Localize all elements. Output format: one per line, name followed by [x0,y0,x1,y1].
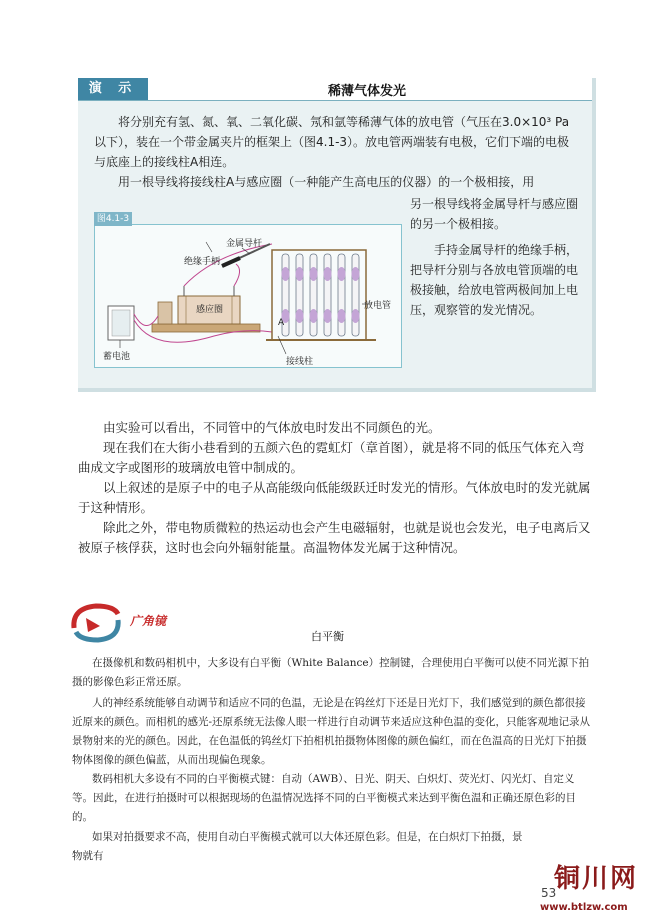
label-discharge-tube: 放电管 [364,301,392,311]
label-terminal: 接线柱 [286,357,314,367]
watermark-url: www.btlzw.com [540,902,628,913]
label-induction-coil: 感应圈 [196,305,224,315]
figure-label: 图4.1-3 [94,212,132,226]
body-paragraph-4: 除此之外，带电物质微粒的热运动也会产生电磁辐射，也就是说也会发光，电子电离后又被原子核俘获，这时也会向外辐射能量。高温物体发光属于这种情况。 [78,520,591,555]
demo-paragraph-1: 将分别充有氢、氮、氧、二氧化碳、氖和氩等稀薄气体的放电管（气压在3.0×10³ Pa以下），装在一个带金属夹片的框架上（图4.1-3）。放电管两端装有电极，它们下端的电极与底座上的接线柱A相连。 [94,115,570,169]
watermark-logo: 铜川网 [554,864,639,894]
wide-angle-logo-icon [66,598,130,646]
page-number: 53 [541,886,557,900]
demo-paragraph-4: 手持金属导杆的绝缘手柄，把导杆分别与各放电管顶端的电极接触，给放电管两极间加上电压，观察管的发光情况。 [410,243,579,317]
battery-icon [108,306,134,340]
body-paragraph-3: 以上叙述的是原子中的电子从高能级向低能级跃迁时发光的情形。气体放电时的发光就属于这种情形。 [78,480,591,515]
label-metal-rod: 金属导杆 [226,239,263,249]
wb-paragraph-2: 人的神经系统能够自动调节和适应不同的色温，无论是在钨丝灯下还是日光灯下，我们感觉到的颜色都很接近原来的颜色。而相机的感光-还原系统无法像人眼一样进行自动调节来适应这种色温的变化，只能客观地记录从景物射来的光的颜色。因此，在色温低的钨丝灯下拍相机拍摄物体图像的颜色偏红，而在色温高的日光灯下拍摄物体图像的颜色偏蓝，从而出现偏色现象。 [72,697,591,766]
wide-angle-heading: 广角镜 [130,614,167,628]
label-insulated-handle: 绝缘手柄 [184,257,221,267]
discharge-tubes [282,254,359,336]
demo-paragraph-2: 用一根导线将接线柱A与感应圈（一种能产生高电压的仪器）的一个极相接，用 [118,175,535,189]
wb-paragraph-3: 数码相机大多设有不同的白平衡模式键：自动（AWB）、日光、阴天、白炽灯、荧光灯、闪光灯、自定义等。因此，在进行拍摄时可以根据现场的色温情况选择不同的白平衡模式来达到平衡色温和正确还原色彩的目的。 [72,773,576,823]
demo-paragraph-3: 另一根导线将金属导杆与感应圈的另一个极相接。 [410,197,579,231]
demo-label: 演 示 [78,78,148,100]
demo-title: 稀薄气体发光 [328,84,407,99]
tube-bulbs [282,267,360,323]
wb-paragraph-4: 如果对拍摄要求不高，使用自动白平衡模式就可以大体还原色彩。但是，在白炽灯下拍摄，景物就有 [72,831,523,862]
body-paragraph-2: 现在我们在大街小巷看到的五颜六色的霓虹灯（章首图），就是将不同的低压气体充入弯曲成文字或图形的玻璃放电管中制成的。 [78,440,585,475]
wb-paragraph-1: 在摄像机和数码相机中，大多设有白平衡（White Balance）控制键，合理使用白平衡可以使不同光源下拍摄的影像色彩正常还原。 [72,657,590,688]
body-paragraph-1: 由实验可以看出，不同管中的气体放电时发出不同颜色的光。 [103,420,441,435]
label-point-a: A [278,318,285,328]
white-balance-title: 白平衡 [311,630,344,643]
label-battery: 蓄电池 [103,352,131,362]
demo-header [78,78,592,101]
